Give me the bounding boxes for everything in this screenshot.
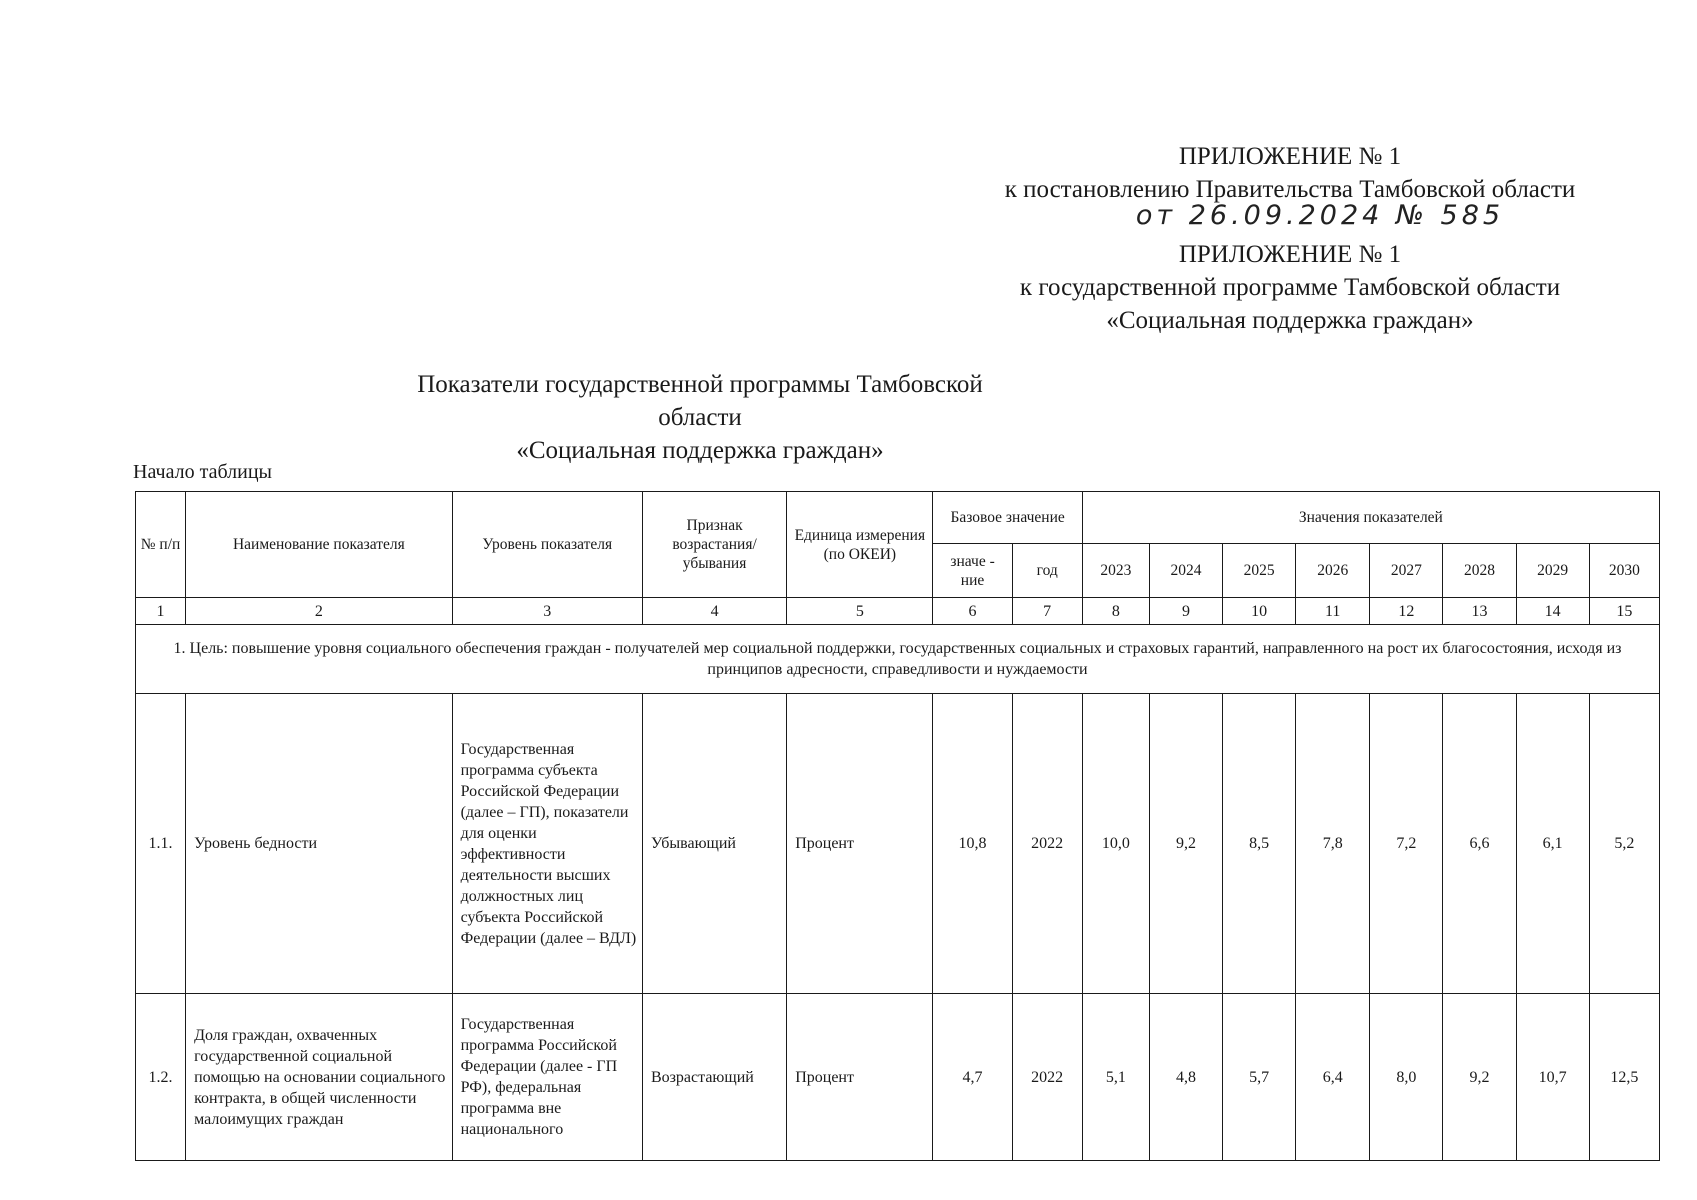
row-value: 5,7 [1223,994,1296,1161]
header-year: 2025 [1223,544,1296,598]
handwritten-date-number: от 26.09.2024 № 585 [1135,200,1505,231]
header-year: 2026 [1296,544,1370,598]
row-value: 8,5 [1223,694,1296,994]
document-title [400,368,1000,467]
appendix-2-reference: к государственной программе Тамбовской области [1019,274,1561,301]
row-value: 6,4 [1296,994,1370,1161]
column-number: 8 [1082,598,1149,625]
column-number: 2 [186,598,453,625]
row-trend: Убывающий [642,694,786,994]
row-indicator-name: Доля граждан, охваченных государственной социальной помощью на основании социального контракта, в общей численности малоимущих граждан [186,994,453,1161]
header-year: 2024 [1149,544,1222,598]
row-base-value: 10,8 [933,694,1012,994]
column-number: 5 [787,598,933,625]
header-trend: Признак возрастания/ убывания [642,492,786,598]
row-num: 1.2. [136,994,186,1161]
header-year: 2030 [1589,544,1659,598]
row-base-value: 4,7 [933,994,1012,1161]
row-value: 9,2 [1443,994,1516,1161]
row-unit: Процент [787,694,933,994]
header-year: 2029 [1516,544,1589,598]
row-value: 7,8 [1296,694,1370,994]
document-title-line-1: Показатели государственной программы Тамбовской области [417,371,983,431]
table-start-label: Начало таблицы [133,461,272,483]
header-base-value: значе - ние [933,544,1012,598]
row-value: 10,7 [1516,994,1589,1161]
column-number-row [136,598,1660,625]
column-number: 11 [1296,598,1370,625]
column-number: 4 [642,598,786,625]
indicators-table [135,491,1660,1161]
header-year: 2027 [1370,544,1443,598]
appendix-1-title: ПРИЛОЖЕНИЕ № 1 [1178,143,1402,170]
column-number: 7 [1012,598,1082,625]
document-title-line-2: «Социальная поддержка граждан» [516,437,884,464]
row-base-year: 2022 [1012,694,1082,994]
goal-text: 1. Цель: повышение уровня социального обеспечения граждан - получателей мер социальной поддержки, государственных социальных и страховых гарантий, направленного на рост их благосостояния, исходя из принципов адресности, справедливости и нуждаемости [136,625,1660,694]
header-year: 2023 [1082,544,1149,598]
row-value: 6,1 [1516,694,1589,994]
header-unit: Единица измерения (по ОКЕИ) [787,492,933,598]
goal-row [136,625,1660,694]
row-value: 8,0 [1370,994,1443,1161]
column-number: 13 [1443,598,1516,625]
row-num: 1.1. [136,694,186,994]
program-name: «Социальная поддержка граждан» [1106,307,1474,334]
row-value: 10,0 [1082,694,1149,994]
row-value: 5,2 [1589,694,1659,994]
appendix-2-title: ПРИЛОЖЕНИЕ № 1 [1178,241,1402,268]
row-base-year: 2022 [1012,994,1082,1161]
column-number: 15 [1589,598,1659,625]
column-number: 10 [1223,598,1296,625]
header-level: Уровень показателя [452,492,642,598]
row-value: 7,2 [1370,694,1443,994]
table-row [136,694,1660,994]
header-base: Базовое значение [933,492,1082,544]
header-values: Значения показателей [1082,492,1659,544]
row-value: 12,5 [1589,994,1659,1161]
row-indicator-level: Государственная программа Российской Федерации (далее - ГП РФ), федеральная программа вне национального [452,994,642,1161]
row-value: 5,1 [1082,994,1149,1161]
row-trend: Возрастающий [642,994,786,1161]
row-unit: Процент [787,994,933,1161]
appendix-header [930,140,1650,337]
row-value: 9,2 [1149,694,1222,994]
appendix-1-reference: к постановлению Правительства Тамбовской области [1004,176,1576,203]
column-number: 12 [1370,598,1443,625]
column-number: 14 [1516,598,1589,625]
row-value: 6,6 [1443,694,1516,994]
column-number: 1 [136,598,186,625]
column-number: 3 [452,598,642,625]
header-name: Наименование показателя [186,492,453,598]
header-year: 2028 [1443,544,1516,598]
header-base-year: год [1012,544,1082,598]
table-row [136,994,1660,1161]
header-num: № п/п [136,492,186,598]
row-value: 4,8 [1149,994,1222,1161]
row-indicator-name: Уровень бедности [186,694,453,994]
column-number: 6 [933,598,1012,625]
row-indicator-level: Государственная программа субъекта Российской Федерации (далее – ГП), показатели для оценки эффективности деятельности высших должностных лиц субъекта Российской Федерации (далее – ВДЛ) [452,694,642,994]
column-number: 9 [1149,598,1222,625]
